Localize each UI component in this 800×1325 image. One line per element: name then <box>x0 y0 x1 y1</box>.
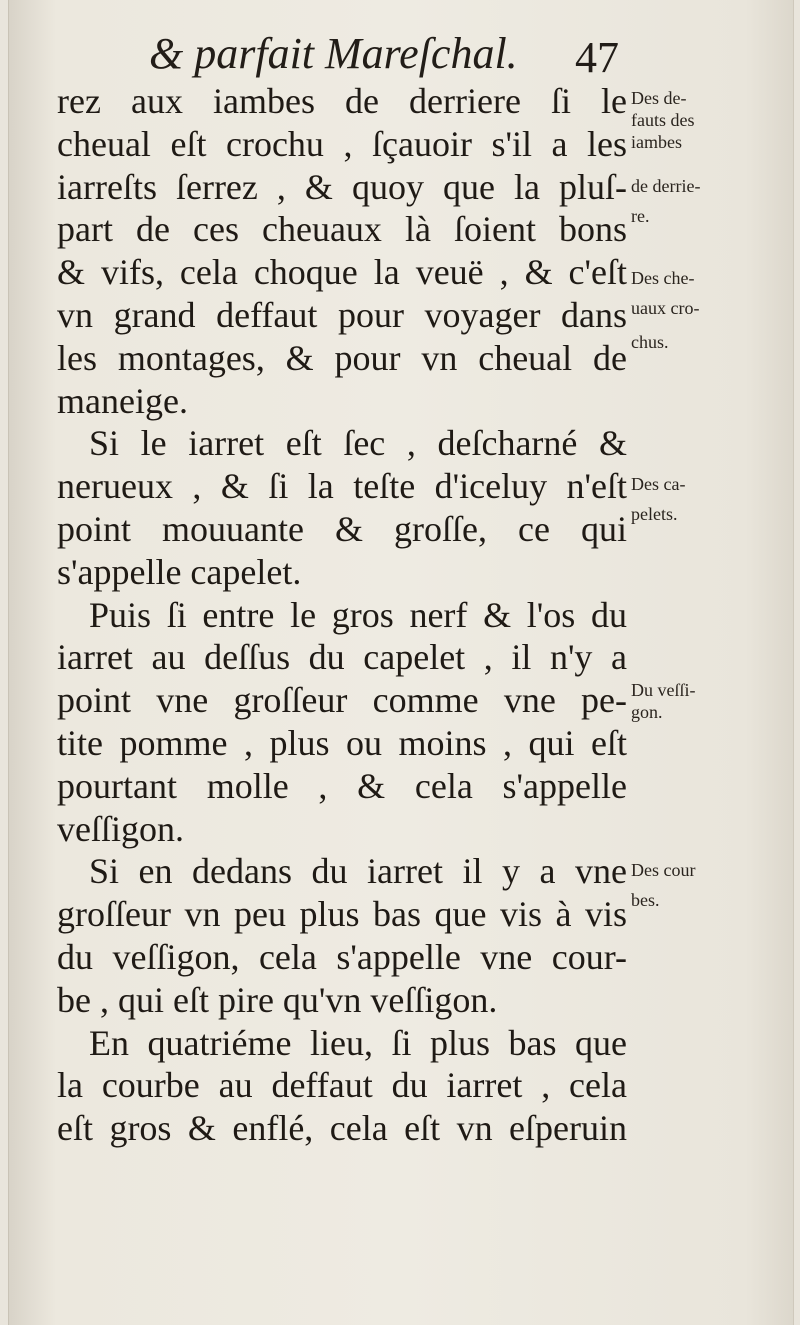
margin-note: re. <box>631 206 650 226</box>
margin-note: Du veſſi- <box>631 680 696 700</box>
text-line: Puis ſi entre le gros nerf & l'os du <box>89 594 627 635</box>
margin-note: pelets. <box>631 504 678 524</box>
margin-note: iambes <box>631 132 682 152</box>
text-line: iarreſts ſerrez , & quoy que la pluſ- <box>57 166 627 207</box>
text-line: part de ces cheuaux là ſoient bons <box>57 209 627 250</box>
text-line: & vifs, cela choque la veuë , & c'eſt <box>57 252 627 293</box>
text-line: En quatriéme lieu, ſi plus bas que <box>89 1022 627 1063</box>
page-number: 47 <box>575 33 619 82</box>
running-title: & parfait Mareſchal. <box>149 29 518 78</box>
text-line: vn grand deffaut pour voyager dans <box>57 294 627 335</box>
text-line: iarret au deſſus du capelet , il n'y a <box>57 637 627 678</box>
text-line: Si le iarret eſt ſec , deſcharné & <box>89 423 627 464</box>
text-line: point mouuante & groſſe, ce qui <box>57 508 627 549</box>
text-line: veſſigon. <box>57 808 184 849</box>
margin-note: bes. <box>631 890 660 910</box>
margin-note: fauts des <box>631 110 695 130</box>
book-page <box>8 0 794 1325</box>
margin-note: de derrie- <box>631 176 701 196</box>
text-line: la courbe au deffaut du iarret , cela <box>57 1065 627 1106</box>
margin-note: Des cour <box>631 860 696 880</box>
text-line: eſt gros & enflé, cela eſt vn eſperuin <box>57 1108 627 1149</box>
text-line: les montages, & pour vn cheual de <box>57 337 627 378</box>
text-line: cheual eſt crochu , ſçauoir s'il a les <box>57 123 627 164</box>
margin-note: Des che- <box>631 268 695 288</box>
margin-note: Des de- <box>631 88 687 108</box>
margin-note: uaux cro- <box>631 298 700 318</box>
margin-note: Des ca- <box>631 474 686 494</box>
text-line: du veſſigon, cela s'appelle vne cour- <box>57 936 627 977</box>
text-line: pourtant molle , & cela s'appelle <box>57 765 627 806</box>
text-line: s'appelle capelet. <box>57 551 302 592</box>
text-line: maneige. <box>57 380 188 421</box>
body-text <box>57 80 627 1150</box>
text-line: rez aux iambes de derriere ſi le <box>57 81 627 121</box>
text-line: point vne groſſeur comme vne pe- <box>57 680 627 721</box>
text-line: tite pomme , plus ou moins , qui eſt <box>57 722 627 763</box>
margin-note: gon. <box>631 702 663 722</box>
text-line: be , qui eſt pire qu'vn veſſigon. <box>57 979 498 1020</box>
text-line: nerueux , & ſi la teſte d'iceluy n'eſt <box>57 466 627 507</box>
margin-note: chus. <box>631 332 669 352</box>
text-line: groſſeur vn peu plus bas que vis à vis <box>57 894 627 935</box>
text-line: Si en dedans du iarret il y a vne <box>89 851 627 892</box>
